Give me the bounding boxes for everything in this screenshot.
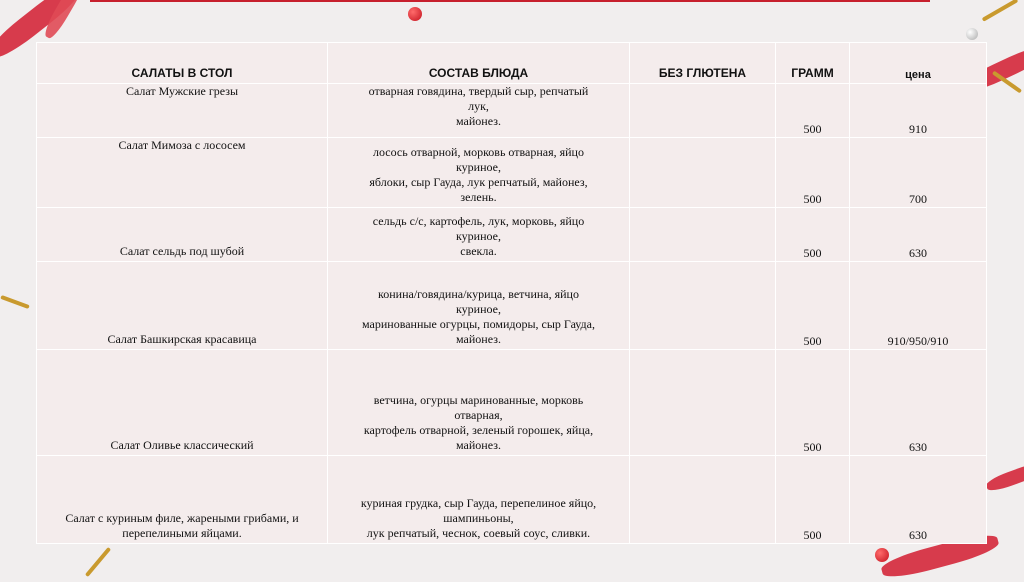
table-row: [37, 138, 987, 208]
salad-composition: [328, 84, 630, 138]
composition-line: майонез.: [456, 332, 501, 346]
composition-line: лосось отварной, морковь отварная, яйцо: [373, 145, 584, 159]
price-cell: 910: [850, 84, 987, 138]
table-row: [37, 84, 987, 138]
composition-line: лук,: [468, 99, 489, 113]
gluten-free-cell: [630, 208, 776, 262]
table-row: [37, 208, 987, 262]
salad-composition: [328, 456, 630, 544]
table-header-row: [37, 43, 987, 84]
gold-streamer-decoration: [85, 547, 111, 577]
composition-line: куриное,: [456, 160, 501, 174]
table-row: [37, 262, 987, 350]
composition-line: отварная говядина, твердый сыр, репчатый: [368, 84, 589, 98]
gluten-free-cell: [630, 84, 776, 138]
price-cell: 630: [850, 456, 987, 544]
grams-cell: 500: [776, 262, 850, 350]
red-bauble-decoration: [875, 548, 889, 562]
composition-line: ветчина, огурцы маринованные, морковь: [373, 393, 584, 407]
grams-cell: 500: [776, 350, 850, 456]
salad-composition: [328, 138, 630, 208]
composition-line: картофель отварной, зеленый горошек, яйца,: [363, 423, 594, 437]
gluten-free-cell: [630, 350, 776, 456]
composition-line: зелень.: [460, 190, 497, 204]
gold-streamer-decoration: [0, 295, 30, 309]
salad-composition: [328, 350, 630, 456]
grams-cell: 500: [776, 84, 850, 138]
top-accent-bar: [90, 0, 930, 2]
header-gluten-free: БЕЗ ГЛЮТЕНА: [630, 43, 776, 84]
composition-line: куриное,: [456, 229, 501, 243]
price-cell: 630: [850, 350, 987, 456]
salad-name: Салат Мимоза с лососем: [37, 138, 328, 208]
header-price: цена: [850, 43, 987, 84]
gluten-free-cell: [630, 138, 776, 208]
salad-composition: [328, 262, 630, 350]
salad-name: Салат сельдь под шубой: [37, 208, 328, 262]
grams-cell: 500: [776, 456, 850, 544]
composition-line: сельдь с/с, картофель, лук, морковь, яйцо: [372, 214, 585, 228]
silver-bauble-decoration: [966, 28, 978, 40]
salad-name: Салат Башкирская красавица: [37, 262, 328, 350]
salad-name: Салат Мужские грезы: [37, 84, 328, 138]
composition-line: свекла.: [460, 244, 497, 258]
composition-line: яблоки, сыр Гауда, лук репчатый, майонез,: [369, 175, 588, 189]
composition-line: майонез.: [456, 114, 501, 128]
price-cell: 700: [850, 138, 987, 208]
salad-name: Салат с куриным филе, жареными грибами, и перепелиными яйцами.: [37, 456, 328, 544]
composition-line: куриное,: [456, 302, 501, 316]
grams-cell: 500: [776, 208, 850, 262]
red-ribbon-decoration: [984, 460, 1024, 494]
price-cell: 630: [850, 208, 987, 262]
gluten-free-cell: [630, 262, 776, 350]
composition-line: майонез.: [456, 438, 501, 452]
composition-line: шампиньоны,: [443, 511, 514, 525]
header-salads: САЛАТЫ В СТОЛ: [37, 43, 328, 84]
table-row: [37, 456, 987, 544]
salad-composition: [328, 208, 630, 262]
composition-line: конина/говядина/курица, ветчина, яйцо: [378, 287, 579, 301]
composition-line: маринованные огурцы, помидоры, сыр Гауда,: [362, 317, 595, 331]
salad-name: Салат Оливье классический: [37, 350, 328, 456]
red-bauble-decoration: [408, 7, 422, 21]
price-cell: 910/950/910: [850, 262, 987, 350]
salad-menu-table: [36, 42, 987, 544]
composition-line: отварная,: [454, 408, 503, 422]
gluten-free-cell: [630, 456, 776, 544]
composition-line: куриная грудка, сыр Гауда, перепелиное яйцо,: [360, 496, 597, 510]
grams-cell: 500: [776, 138, 850, 208]
composition-line: лук репчатый, чеснок, соевый соус, сливки.: [366, 526, 591, 540]
header-composition: СОСТАВ БЛЮДА: [328, 43, 630, 84]
table-row: [37, 350, 987, 456]
header-grams: ГРАММ: [776, 43, 850, 84]
gold-streamer-decoration: [982, 0, 1019, 22]
